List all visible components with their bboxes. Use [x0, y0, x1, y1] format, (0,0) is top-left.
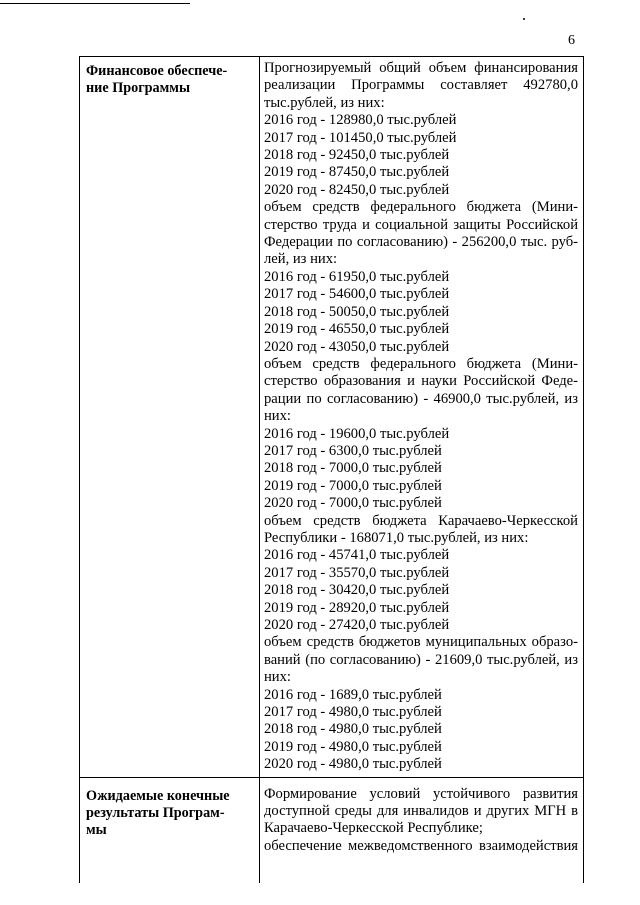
- row-content-cell: [260, 777, 584, 883]
- row-content-cell: [260, 57, 584, 778]
- content-line: 2016 год - 19600,0 тыс.рублей: [264, 425, 450, 442]
- table-row: [80, 777, 584, 883]
- content-line: Карачаево-Черкесской Республике;: [264, 820, 483, 837]
- content-line: Формирование условий устойчивого развития: [264, 785, 578, 802]
- content-line: реализации Программы составляет 492780,0: [264, 77, 578, 94]
- content-line: 2018 год - 4980,0 тыс.рублей: [264, 721, 442, 738]
- content-line: них:: [264, 408, 291, 425]
- row-label-line: Финансовое обеспече-: [86, 63, 228, 79]
- row-label-line: Ожидаемые конечные: [86, 787, 230, 804]
- content-line: 2019 год - 7000,0 тыс.рублей: [264, 477, 442, 494]
- content-line: объем средств бюджетов муниципальных образо-: [264, 634, 578, 651]
- row-label-cell: [80, 777, 260, 883]
- content-line: обеспечение межведомственного взаимодействия: [264, 837, 578, 854]
- content-line: 2020 год - 27420,0 тыс.рублей: [264, 617, 450, 633]
- content-line: 2016 год - 128980,0 тыс.рублей: [264, 112, 457, 129]
- table-row: [80, 57, 584, 778]
- content-line: 2016 год - 45741,0 тыс.рублей: [264, 547, 450, 564]
- content-line: 2019 год - 28920,0 тыс.рублей: [264, 599, 450, 616]
- scan-speck: [523, 18, 525, 20]
- row-label-cell: [80, 57, 260, 778]
- content-line: 2016 год - 1689,0 тыс.рублей: [264, 686, 442, 703]
- content-line: 2018 год - 50050,0 тыс.рублей: [264, 303, 450, 320]
- content-line: 2019 год - 87450,0 тыс.рублей: [264, 164, 450, 181]
- content-line: 2020 год - 43050,0 тыс.рублей: [264, 338, 450, 355]
- content-line: 2017 год - 6300,0 тыс.рублей: [264, 442, 442, 459]
- content-line: 2018 год - 92450,0 тыс.рублей: [264, 147, 450, 164]
- row-label-line: результаты Програм-: [86, 805, 225, 822]
- content-line: 2020 год - 4980,0 тыс.рублей: [264, 756, 442, 773]
- content-line: лей, из них:: [264, 251, 338, 268]
- content-line: 2020 год - 82450,0 тыс.рублей: [264, 181, 450, 198]
- content-line: 2020 год - 7000,0 тыс.рублей: [264, 495, 442, 512]
- content-line: них:: [264, 669, 291, 686]
- content-line: объем средств федерального бюджета (Мини-: [264, 199, 578, 216]
- program-passport-table: [79, 56, 584, 883]
- content-line: 2016 год - 61950,0 тыс.рублей: [264, 268, 450, 285]
- content-line: 2019 год - 46550,0 тыс.рублей: [264, 321, 450, 338]
- content-line: 2018 год - 30420,0 тыс.рублей: [264, 582, 450, 599]
- content-line: доступной среды для инвалидов и других МГН в: [264, 803, 578, 820]
- row-label-line: мы: [86, 822, 107, 839]
- row-label-line: ние Программы: [86, 80, 191, 97]
- content-line: объем средств федерального бюджета (Мини-: [264, 355, 578, 372]
- content-line: ваний (по согласованию) - 21609,0 тыс.рублей, из: [264, 651, 578, 668]
- content-line: Федерации по согласованию) - 256200,0 тыс. руб-: [264, 234, 578, 251]
- content-line: 2018 год - 7000,0 тыс.рублей: [264, 460, 442, 477]
- content-line: рации по согласованию) - 46900,0 тыс.рублей, из: [264, 390, 578, 407]
- scan-edge-line: [0, 3, 190, 4]
- content-line: стерство труда и социальной защиты Российской: [264, 216, 578, 233]
- content-line: тыс.рублей, из них:: [264, 94, 385, 111]
- content-line: 2017 год - 54600,0 тыс.рублей: [264, 286, 450, 303]
- content-line: стерство образования и науки Российской Феде-: [264, 373, 578, 390]
- content-line: 2017 год - 35570,0 тыс.рублей: [264, 564, 450, 581]
- content-line: 2017 год - 101450,0 тыс.рублей: [264, 129, 457, 146]
- content-line: Прогнозируемый общий объем финансирования: [264, 60, 578, 76]
- page-number: 6: [568, 33, 575, 48]
- content-line: 2017 год - 4980,0 тыс.рублей: [264, 704, 442, 721]
- content-line: 2019 год - 4980,0 тыс.рублей: [264, 738, 442, 755]
- content-line: Республики - 168071,0 тыс.рублей, из них:: [264, 529, 529, 546]
- content-line: объем средств бюджета Карачаево-Черкесской: [264, 512, 578, 529]
